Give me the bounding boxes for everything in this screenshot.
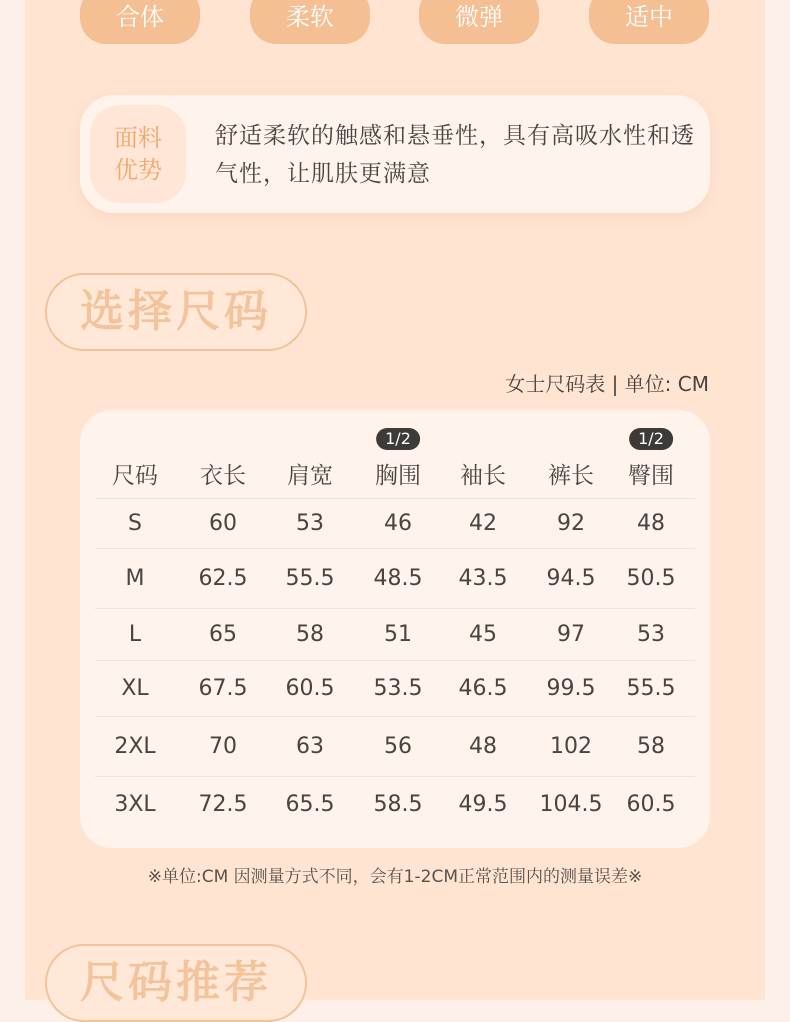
table-cell: 48 [469,733,497,759]
tag-moderate [589,0,709,44]
fabric-badge [90,105,186,203]
tag-stretch-label: 微弹 [455,3,503,31]
table-cell: 56 [384,733,412,759]
header-sleeve: 袖长 [460,462,506,489]
table-cell: 48.5 [373,565,423,591]
table-row [95,716,695,777]
table-cell: 62.5 [198,565,248,591]
table-cell: 55.5 [626,675,676,701]
table-row [95,776,695,832]
header-hip-cell [611,429,691,498]
table-cell: 104.5 [539,791,603,817]
table-cell: 53 [296,510,324,536]
table-cell: S [128,510,142,536]
fabric-description: 舒适柔软的触感和悬垂性，具有高吸水性和透气性，让肌肤更满意 [215,123,695,187]
tag-fit-label: 合体 [116,3,164,31]
size-table-header [95,429,695,499]
table-cell: 70 [209,733,237,759]
fabric-badge-line1: 面料 [114,124,162,152]
table-cell: 65 [209,621,237,647]
table-cell: 2XL [114,733,156,759]
table-cell: 3XL [114,791,156,817]
table-cell: 53 [637,621,665,647]
tag-fit [80,0,200,44]
table-cell: 58 [296,621,324,647]
header-hip: 臀围 [628,462,674,489]
section-title-size: 选择尺码 [45,273,307,351]
fabric-advantage-card [80,95,710,213]
table-cell: L [128,621,142,647]
tag-moderate-label: 适中 [625,3,673,31]
table-cell: 58.5 [373,791,423,817]
table-cell: 65.5 [285,791,335,817]
header-length: 衣长 [200,462,246,489]
header-pants-length: 裤长 [548,462,594,489]
table-cell: 42 [469,510,497,536]
table-cell: 60.5 [626,791,676,817]
table-cell: 67.5 [198,675,248,701]
table-cell: 102 [550,733,592,759]
header-shoulder: 肩宽 [287,462,333,489]
table-cell: 72.5 [198,791,248,817]
half-measure-badge: 1/2 [629,428,673,450]
table-cell: 53.5 [373,675,423,701]
section-title-recommend: 尺码推荐 [45,944,307,1022]
table-cell: 99.5 [546,675,596,701]
table-cell: 55.5 [285,565,335,591]
table-row [95,608,695,661]
table-cell: XL [121,675,149,701]
size-table-caption: 女士尺码表 | 单位: CM [505,372,709,396]
table-cell: 49.5 [458,791,508,817]
table-cell: 63 [296,733,324,759]
table-cell: 92 [557,510,585,536]
table-cell: 45 [469,621,497,647]
table-cell: 46 [384,510,412,536]
table-cell: M [125,565,145,591]
table-cell: 60 [209,510,237,536]
tag-soft-label: 柔软 [286,3,334,31]
table-cell: 50.5 [626,565,676,591]
table-row [95,660,695,717]
table-cell: 97 [557,621,585,647]
table-cell: 46.5 [458,675,508,701]
table-cell: 51 [384,621,412,647]
header-chest-cell [358,429,438,498]
header-size: 尺码 [112,462,158,489]
fabric-badge-line2: 优势 [114,156,162,184]
size-table [80,410,710,848]
table-cell: 60.5 [285,675,335,701]
measurement-note: ※单位:CM 因测量方式不同，会有1-2CM正常范围内的测量误差※ [147,867,643,887]
table-cell: 48 [637,510,665,536]
half-measure-badge: 1/2 [376,428,420,450]
table-row [95,548,695,609]
table-cell: 58 [637,733,665,759]
table-cell: 94.5 [546,565,596,591]
table-cell: 43.5 [458,565,508,591]
tag-soft [250,0,370,44]
tag-stretch [419,0,539,44]
header-chest: 胸围 [375,462,421,489]
table-row [95,498,695,549]
